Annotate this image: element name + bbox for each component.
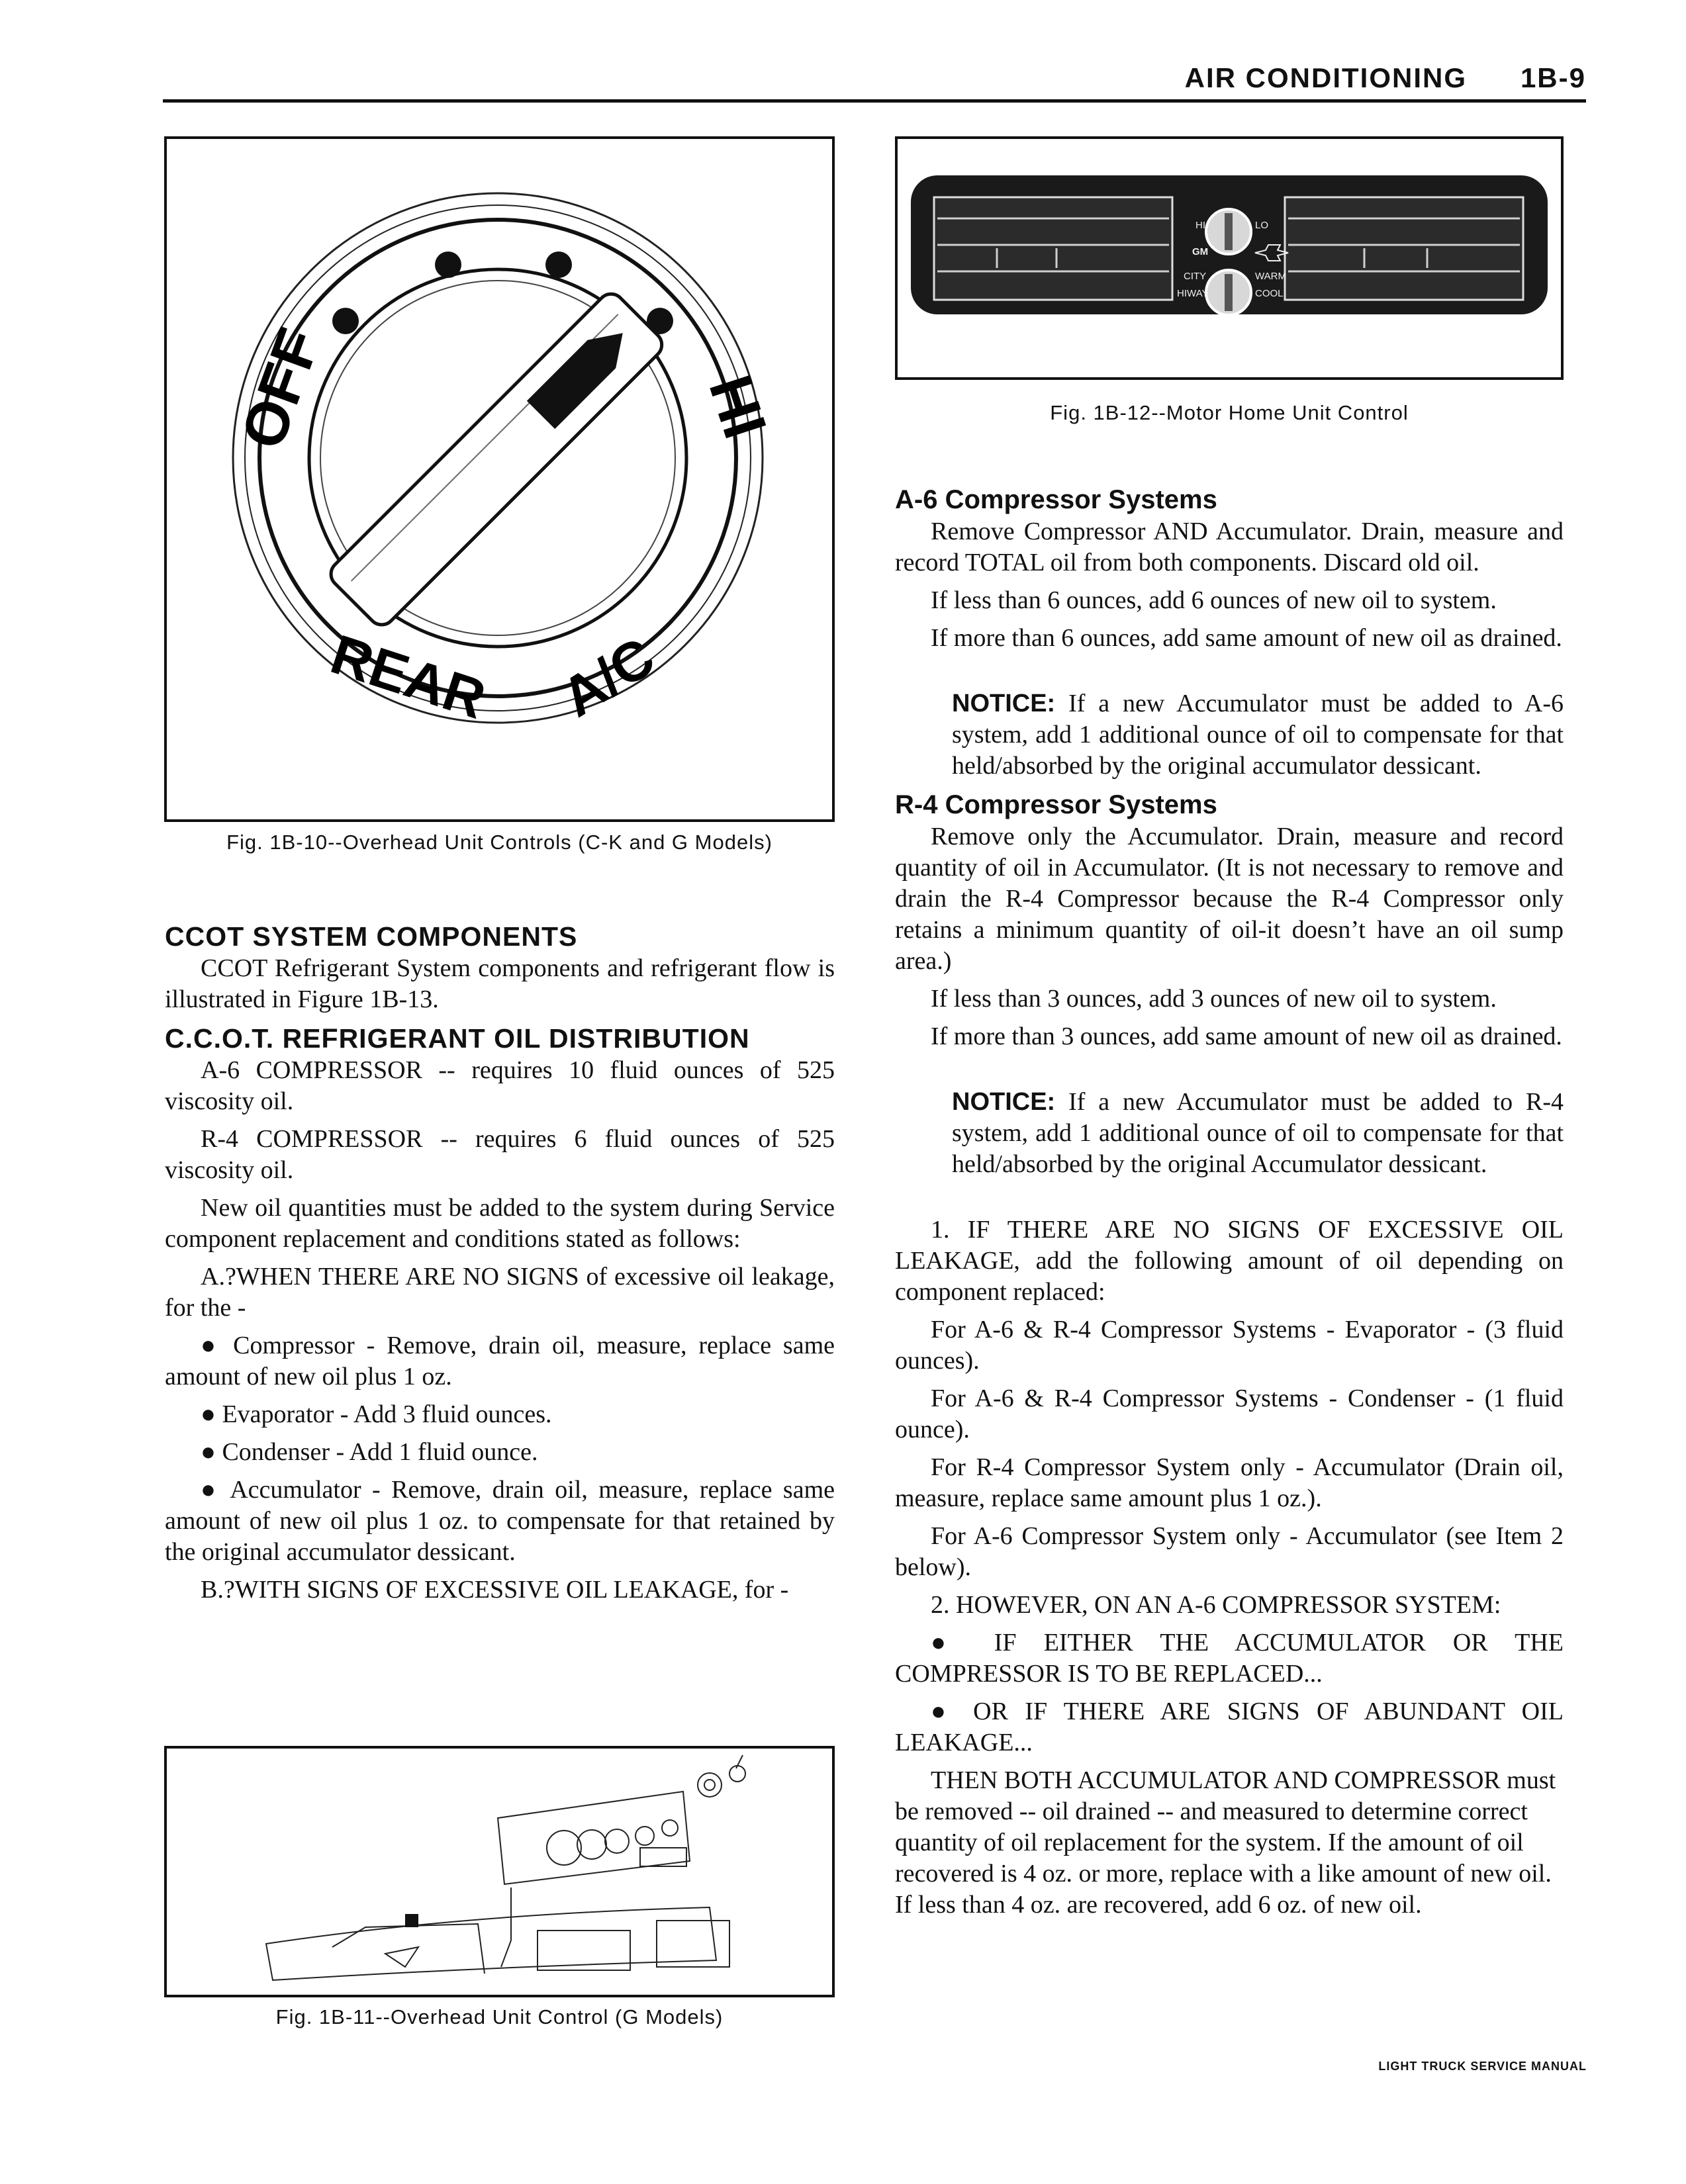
notice-a6-text: If a new Accumulator must be added to A-6 system, add 1 additional ounce of oil to compensate for that held/absorbed by the original accumulator dessicant. [952, 690, 1564, 780]
item-1: 1. IF THERE ARE NO SIGNS OF EXCESSIVE OIL LEAKAGE, add the following amount of oil depending on component replaced: [895, 1216, 1564, 1306]
r4-paragraph-2: If less than 3 ounces, add 3 ounces of new oil to system. [931, 985, 1497, 1013]
figure-1b-10-caption: Fig. 1B-10--Overhead Unit Controls (C-K and G Models) [226, 831, 773, 854]
figure-1b-11-caption: Fig. 1B-11--Overhead Unit Control (G Models) [275, 2005, 724, 2028]
notice-label: NOTICE: [952, 1088, 1056, 1116]
figure-1b-12 [895, 136, 1564, 380]
a6-paragraph-3: If more than 6 ounces, add same amount of new oil as drained. [931, 624, 1562, 652]
figure-1b-11 [164, 1746, 835, 1997]
paragraph-condition-a: A.?WHEN THERE ARE NO SIGNS of excessive oil leakage, for the - [165, 1263, 835, 1322]
item-2-bullet-replaced: ● IF EITHER THE ACCUMULATOR OR THE COMPRESSOR IS TO BE REPLACED... [895, 1629, 1564, 1688]
section-title: AIR CONDITIONING [1184, 62, 1467, 93]
label-cool: COOL [1255, 288, 1284, 299]
header-rule [163, 99, 1586, 103]
paragraph-new-oil-quantities: New oil quantities must be added to the system during Service component replacement and conditions stated as follows: [165, 1194, 835, 1253]
item-1-condenser: For A-6 & R-4 Compressor Systems - Condenser - (1 fluid ounce). [895, 1385, 1564, 1443]
item-1-r4-accumulator: For R-4 Compressor System only - Accumulator (Drain oil, measure, replace same amount plus 1 oz.). [895, 1453, 1564, 1512]
label-lo: LO [1255, 220, 1269, 231]
r4-paragraph-3: If more than 3 ounces, add same amount of new oil as drained. [931, 1023, 1562, 1050]
item-2: 2. HOWEVER, ON AN A-6 COMPRESSOR SYSTEM: [931, 1591, 1501, 1619]
left-column [165, 920, 835, 1606]
heading-ccot-system-components: CCOT SYSTEM COMPONENTS [165, 921, 578, 952]
dial-label-ac: A/C [551, 625, 665, 729]
notice-label: NOTICE: [952, 690, 1056, 717]
r4-paragraph-1: Remove only the Accumulator. Drain, measure and record quantity of oil in Accumulator. (It is not necessary to remove and drain the R-4 Compressor because the R-4 Compressor only retains a minimum quantity of oil-it doesn’t have an oil sump area.) [895, 823, 1564, 975]
position-dot [435, 251, 461, 278]
bullet-evaporator: ● Evaporator - Add 3 fluid ounces. [201, 1400, 552, 1428]
item-2-bullet-leakage: ● OR IF THERE ARE SIGNS OF ABUNDANT OIL LEAKAGE... [895, 1698, 1564, 1756]
dial-label-off: OFF [228, 320, 334, 458]
notice-r4 [895, 1087, 1564, 1180]
paragraph-a6-compressor: A-6 COMPRESSOR -- requires 10 fluid ounces of 525 viscosity oil. [165, 1056, 835, 1115]
label-warm: WARM [1255, 271, 1286, 282]
label-gm: GM [1192, 246, 1209, 257]
bullet-compressor: ● Compressor - Remove, drain oil, measure, replace same amount of new oil plus 1 oz. [165, 1332, 835, 1390]
bullet-condenser: ● Condenser - Add 1 fluid ounce. [201, 1438, 538, 1466]
a6-paragraph-1: Remove Compressor AND Accumulator. Drain, measure and record TOTAL oil from both components. Discard old oil. [895, 518, 1564, 576]
figure-1b-12-caption: Fig. 1B-12--Motor Home Unit Control [1050, 401, 1409, 424]
item-1-a6-accumulator: For A-6 Compressor System only - Accumulator (see Item 2 below). [895, 1522, 1564, 1581]
heading-a6-compressor-systems: A-6 Compressor Systems [895, 485, 1217, 514]
heading-r4-compressor-systems: R-4 Compressor Systems [895, 790, 1217, 819]
label-city: CITY [1184, 271, 1207, 282]
paragraph-condition-b: B.?WITH SIGNS OF EXCESSIVE OIL LEAKAGE, for - [201, 1576, 789, 1604]
notice-r4-text: If a new Accumulator must be added to R-4 system, add 1 additional ounce of oil to compensate for that held/absorbed by the original Accumulator dessicant. [952, 1088, 1564, 1178]
label-hiway: HIWAY [1177, 288, 1209, 299]
dial-knob [326, 289, 667, 630]
paragraph-ccot-components: CCOT Refrigerant System components and refrigerant flow is illustrated in Figure 1B-13. [165, 954, 835, 1013]
page-number: 1B-9 [1520, 62, 1586, 93]
item-2-instructions: THEN BOTH ACCUMULATOR AND COMPRESSOR must be removed -- oil drained -- and measured to determine correct quantity of oil replacement for the system. If the amount of oil recovered is 4 oz. or more, replace with a like amount of new oil. If less than 4 oz. are recovered, add 6 oz. of new oil. [895, 1766, 1556, 1919]
dial-label-hi: HI [696, 367, 779, 447]
page-header [163, 58, 1586, 105]
g-model-overhead-control-illustration [167, 1749, 832, 1995]
notice-a6 [895, 688, 1564, 782]
bullet-accumulator: ● Accumulator - Remove, drain oil, measure, replace same amount of new oil plus 1 oz. to compensate for that retained by the original accumulator dessicant. [165, 1476, 835, 1566]
footer-manual-title: LIGHT TRUCK SERVICE MANUAL [1378, 2060, 1587, 2073]
position-dot [545, 251, 572, 278]
a6-paragraph-2: If less than 6 ounces, add 6 ounces of new oil to system. [931, 586, 1497, 614]
paragraph-r4-compressor: R-4 COMPRESSOR -- requires 6 fluid ounces of 525 viscosity oil. [165, 1125, 835, 1184]
rear-ac-dial-illustration [167, 139, 832, 819]
label-hi: HI [1195, 220, 1205, 231]
heading-oil-distribution: C.C.O.T. REFRIGERANT OIL DISTRIBUTION [165, 1023, 750, 1054]
dial-label-rear: REAR [324, 622, 493, 731]
position-dot [332, 308, 359, 334]
motor-home-unit-control-photo [898, 139, 1561, 377]
right-column [895, 483, 1564, 1921]
figure-1b-10 [164, 136, 835, 822]
item-1-evaporator: For A-6 & R-4 Compressor Systems - Evaporator - (3 fluid ounces). [895, 1316, 1564, 1375]
